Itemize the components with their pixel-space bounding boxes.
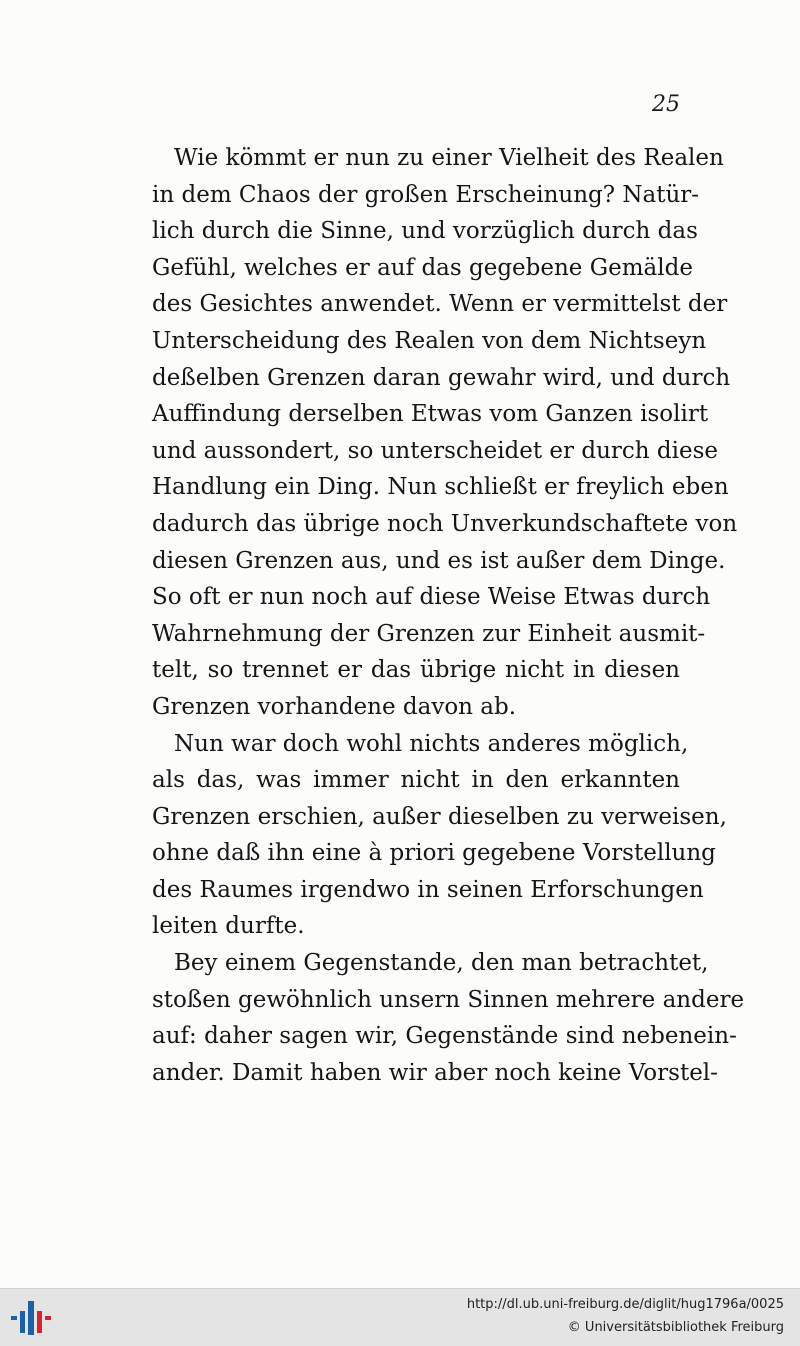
text-line: Grenzen vorhandene davon ab.: [152, 693, 517, 720]
paragraph-2: [152, 726, 727, 946]
text-line: stoßen gewöhnlich unsern Sinnen mehrere andere: [152, 986, 745, 1013]
text-line: in dem Chaos der großen Erscheinung? Natür-: [152, 181, 700, 208]
text-line: Wie kömmt er nun zu einer Vielheit des Realen: [174, 145, 724, 171]
library-logo-icon: [10, 1299, 52, 1337]
text-line: Gefühl, welches er auf das gegebene Gemälde: [152, 254, 693, 281]
text-line: diesen Grenzen aus, und es ist außer dem Dinge.: [152, 547, 726, 574]
text-line: als das, was immer nicht in den erkannten: [152, 767, 680, 794]
text-line: des Raumes irgendwo in seinen Erforschungen: [152, 876, 704, 903]
document-url-link[interactable]: http://dl.ub.uni-freiburg.de/diglit/hug1796a/0025: [466, 1297, 784, 1312]
text-line: dadurch das übrige noch Unverkundschaftete von: [152, 510, 738, 537]
text-line: So oft er nun noch auf diese Weise Etwas durch: [152, 584, 711, 611]
copyright-notice: © Universitätsbibliothek Freiburg: [567, 1320, 784, 1335]
text-line: und aussondert, so unterscheidet er durch diese: [152, 437, 718, 464]
logo-bar: [28, 1301, 34, 1335]
text-line: des Gesichtes anwendet. Wenn er vermittelst der: [152, 291, 728, 318]
text-line: Auffindung derselben Etwas vom Ganzen isolirt: [152, 401, 709, 428]
text-line: Wahrnehmung der Grenzen zur Einheit ausmit-: [152, 620, 706, 647]
body-text: [152, 140, 745, 1091]
logo-bar: [45, 1316, 51, 1320]
logo-bar: [20, 1311, 25, 1333]
paragraph-3: [152, 945, 745, 1091]
text-line: auf: daher sagen wir, Gegenstände sind nebenein-: [152, 1023, 737, 1050]
text-line: Nun war doch wohl nichts anderes möglich,: [174, 730, 689, 757]
paragraph-1: [152, 140, 738, 726]
text-line: Unterscheidung des Realen von dem Nichtseyn: [152, 327, 707, 354]
text-line: lich durch die Sinne, und vorzüglich durch das: [152, 218, 698, 245]
text-line: Bey einem Gegenstande, den man betrachtet,: [174, 950, 709, 977]
text-line: ander. Damit haben wir aber noch keine Vorstel-: [152, 1059, 718, 1086]
logo-bar: [37, 1311, 42, 1333]
text-line: ohne daß ihn eine à priori gegebene Vorstellung: [152, 840, 716, 867]
text-line: Handlung ein Ding. Nun schließt er freylich eben: [152, 474, 729, 501]
text-line: Grenzen erschien, außer dieselben zu verweisen,: [152, 803, 727, 830]
page-number: 25: [652, 92, 680, 117]
text-line: leiten durfte.: [152, 913, 305, 940]
text-line: deßelben Grenzen daran gewahr wird, und durch: [152, 364, 731, 391]
viewer-footer: [0, 1288, 800, 1346]
text-line: telt, so trennet er das übrige nicht in diesen: [152, 657, 680, 684]
logo-bar: [11, 1316, 17, 1320]
